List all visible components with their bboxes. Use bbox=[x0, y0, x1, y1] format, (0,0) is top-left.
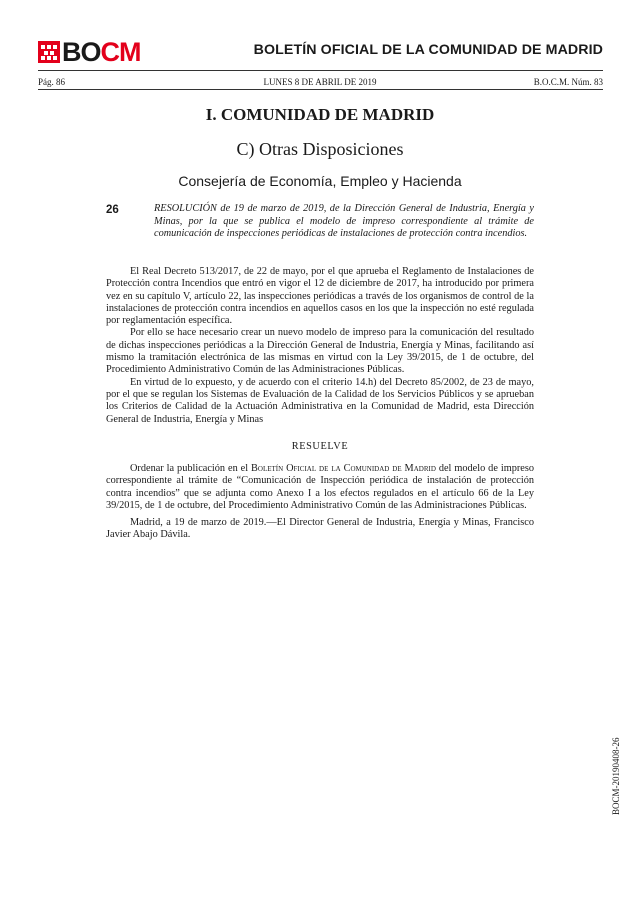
page-number: Pág. 86 bbox=[38, 77, 65, 87]
bocm-code: BOCM-20190408-26 bbox=[611, 737, 621, 815]
paragraph: En virtud de lo expuesto, y de acuerdo con el criterio 14.h) del Decreto 85/2002, de 23 de mayo, por el que se regulan los Sistemas de Evaluación de la Calidad de los Servicios Públicos y se aprueban los Criterios de Calidad de la Actuación Administrativa en la Comunidad de Madrid, esta Dirección General de Industria, Energía y Minas bbox=[106, 376, 534, 425]
signature: Madrid, a 19 de marzo de 2019.—El Director General de Industria, Energía y Minas, Francisco Javier Abajo Dávila. bbox=[106, 517, 534, 541]
section-level1: I. COMUNIDAD DE MADRID bbox=[205, 105, 435, 124]
operative-part bbox=[106, 463, 534, 547]
header-rule-top bbox=[38, 70, 603, 71]
issue-number: B.O.C.M. Núm. 83 bbox=[533, 77, 603, 87]
logo-text: BOCM bbox=[62, 37, 141, 67]
section-level2: C) Otras Disposiciones bbox=[236, 139, 404, 159]
section-level3: Consejería de Economía, Empleo y Hacienda bbox=[178, 173, 462, 189]
document-number: 26 bbox=[106, 204, 119, 216]
journal-title: BOLETÍN OFICIAL DE LA COMUNIDAD DE MADRID bbox=[253, 42, 603, 58]
paragraph: El Real Decreto 513/2017, de 22 de mayo, por el que aprueba el Reglamento de Instalaciones de Protección contra Incendios que entró en vigor el 12 de diciembre de 2017, ha introducido por primera vez en su capítulo V, artículo 22, las inspecciones periódicas a través de los organismos de control de la instalaciones de protección contra incendios en aquellos casos en los que la inspección no esté regulada por reglamentación específica. bbox=[106, 266, 534, 327]
resolution-title: RESOLUCIÓN de 19 de marzo de 2019, de la Dirección General de Industria, Energía y Minas, por la que se publica el modelo de impreso correspondiente al trámite de comunicación de inspecciones periódicas de instalaciones de protección contra incendios. bbox=[154, 203, 534, 240]
order-paragraph: Ordenar la publicación en el Boletín Oficial de la Comunidad de Madrid del modelo de impreso correspondiente al trámite de “Comunicación de Inspección periódica de instalación de protección contra incendios” que se adjunta como Anexo I a los efectos regulados en el artículo 66 de la Ley 39/2015, de 1 de octubre, del Procedimiento Administrativo Común de las Administraciones Públicas. bbox=[106, 463, 535, 511]
publication-date: LUNES 8 DE ABRIL DE 2019 bbox=[263, 77, 377, 87]
header-rule-bottom bbox=[38, 89, 603, 90]
journal-name: Boletín Oficial de la Comunidad de Madrid bbox=[251, 463, 436, 474]
preamble bbox=[106, 266, 534, 426]
resuelve-heading: RESUELVE bbox=[291, 441, 349, 452]
paragraph: Por ello se hace necesario crear un nuevo modelo de impreso para la comunicación del resultado de dichas inspecciones periódicas a la Dirección General de Industria, Energía y Minas, facilitando así mismo la tramitación electrónica de las mismas en virtud con la Ley 39/2015, de 1 de octubre, del Procedimiento Administrativo Común de las Administraciones Públicas. bbox=[106, 327, 534, 376]
madrid-stars-icon bbox=[38, 41, 60, 63]
bocm-logo bbox=[38, 38, 141, 66]
